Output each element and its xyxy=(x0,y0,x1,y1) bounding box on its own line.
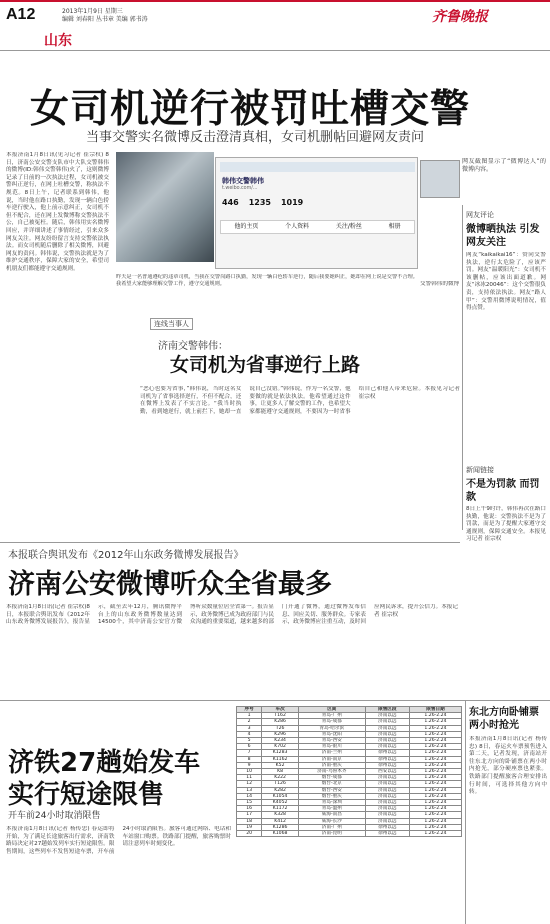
table-cell: 4 xyxy=(237,731,262,737)
weibo-caption-text: 交警韩伟的微博 xyxy=(420,281,460,287)
table-header-cell: 车次 xyxy=(262,707,299,713)
table-cell: K412 xyxy=(262,818,299,824)
table-cell: 济南以远 xyxy=(365,781,409,787)
masthead-rule xyxy=(0,50,550,51)
weibo-topbar xyxy=(220,162,415,172)
feature-body xyxy=(140,386,460,540)
table-cell: 14 xyxy=(237,793,262,799)
table-header-cell: 序号 xyxy=(237,707,262,713)
table-cell: 1.26-2.24 xyxy=(409,800,461,806)
table-cell: 烟台-北京 xyxy=(298,781,365,787)
table-cell: 2 xyxy=(237,719,262,725)
officer-photo xyxy=(116,152,214,262)
table-header-cell: 限售日期 xyxy=(409,707,461,713)
rail-headline-1: 济铁27趟始发车 xyxy=(8,748,201,778)
table-header-cell: 区间 xyxy=(298,707,365,713)
weibo-screenshot xyxy=(215,157,418,269)
weibo-post-text: 昨天是一名普通遵纪的违章司机，当我在交警岗路口执勤，发现一辆白色轿车逆行，随后我要她纠正，她却在网上说是交警不合理。我希望大家能够理解交警工作，遵守交通规则。 xyxy=(116,274,418,287)
table-cell: K296 xyxy=(262,731,299,737)
table-cell: K1286 xyxy=(262,824,299,830)
comments-body-text: 网友“kaikaikai16”：赞同交警执法，逆行太危险了，应该严罚。网友“温暖阳光”：女司机不该删帖，应该出面道歉。网友“冰冰20046”：这个交警很负责，支持依法执法。网友“路人甲”：交警用微博说明情况，值得点赞。 xyxy=(466,252,546,312)
table-cell: 青岛-深圳 xyxy=(298,800,365,806)
news-link-text: 8日上午9时许，韩伟再次在路口执勤，他说：交警执法不是为了罚款，而是为了提醒大家遵守交通规则，保障交通安全。本报见习记者 崔宗权 xyxy=(466,506,546,543)
table-cell: 济南以远 xyxy=(365,725,409,731)
table-cell: 1.26-2.24 xyxy=(409,756,461,762)
paper-logo: 齐鲁晚报 xyxy=(432,9,488,25)
rail-body xyxy=(6,826,231,920)
sidebar-rule xyxy=(462,205,463,530)
comments-title: 微博晒执法 引发网友关注 xyxy=(466,224,540,248)
table-cell: 1.26-2.24 xyxy=(409,818,461,824)
feature-body-text: “恶心也要为省事，”韩伟说，当时这名女司机为了省事选择逆行，不但不配合，还在微博上发表了不实言论。“我当时执勤，看到她逆行，就上前拦下，她却一直说自己没错。”韩伟说，作为一名交警，他要做的就是依法执法。他希望通过这件事，让更多人了解交警的工作，也希望大家都能遵守交通规则，不要因为一时省事给自己和他人带来危险。本报见习记者 崔宗权 xyxy=(140,386,460,415)
rail-subhead: 开车前24小时取消限售 xyxy=(8,811,101,821)
date-line: 2013年1月9日 星期三 xyxy=(62,8,123,15)
table-cell: 1.26-2.24 xyxy=(409,806,461,812)
rail-body-text: 本报济南1月8日讯(记者 杨传忠) 春运即将开始，为了满足长途旅客出行需求，济南铁路局决定对27趟始发列车实行短途限售。限售期间，这些列车不发售短途车票，开车前24小时取消限售。旅客可通过网络、电话和车站窗口购票。铁路部门提醒，旅客购票时请注意列车时刻变化。 xyxy=(6,826,231,855)
table-cell: 青岛-西安 xyxy=(298,738,365,744)
rail-headline-2: 实行短途限售 xyxy=(8,780,165,810)
table-cell: 济南以远 xyxy=(365,806,409,812)
table-cell: 徐州以远 xyxy=(365,831,409,837)
report-body-text: 本报济南1月8日讯(记者 崔宗权)8日，本报联合舆讯发布《2012年山东政务微博发展报告》，报告显示，截至去年12月，腾讯微博平台上的山东政务微博数量达到14500个，其中济南公安官方微博听众数量位居全省第一。报告显示，政务微博已成为政府部门与民众沟通的重要渠道，越来越多的部门开通了微博，通过微博发布信息、回应关切、服务群众。专家表示，政务微博应注重互动，及时回应网民诉求，提升公信力。本报记者 崔宗权 xyxy=(6,604,458,626)
table-cell: 济南以远 xyxy=(365,775,409,781)
table-cell: K1054 xyxy=(262,793,299,799)
table-cell: 20 xyxy=(237,831,262,837)
table-cell: 济南-南京 xyxy=(298,756,365,762)
tab-follow[interactable]: 关注/粉丝 xyxy=(335,223,362,230)
table-cell: 济南以远 xyxy=(365,719,409,725)
table-cell: 1.26-2.24 xyxy=(409,738,461,744)
table-cell: 徐州以远 xyxy=(365,750,409,756)
report-kicker: 本报联合舆讯发布《2012年山东政务微博发展报告》 xyxy=(8,550,244,561)
table-cell: 11 xyxy=(237,775,262,781)
feature-title: 女司机为省事逆行上路 xyxy=(170,354,361,376)
table-cell: 济南以远 xyxy=(365,812,409,818)
table-cell: K328 xyxy=(262,812,299,818)
brief-body-text: 本报济南1月8日讯(记者 杨传忠) 8日，春运火车票预售进入第二天，记者发现，济南站开往东北方向的卧铺票在两小时内抢光，部分硬座票也紧张。铁路部门提醒旅客合理安排出行时间，可选择其他方向中转。 xyxy=(469,736,547,796)
table-cell: 6 xyxy=(237,744,262,750)
table-cell: 烟台-重庆 xyxy=(298,793,365,799)
masthead-info xyxy=(62,8,202,24)
table-cell: 济南以远 xyxy=(365,818,409,824)
table-cell: T126 xyxy=(262,781,299,787)
news-link-body xyxy=(466,506,546,696)
table-cell: 青岛-银川 xyxy=(298,744,365,750)
tab-albums[interactable]: 相册 xyxy=(388,223,401,230)
table-cell: 烟台-西安 xyxy=(298,787,365,793)
table-cell: 12 xyxy=(237,781,262,787)
photo-caption xyxy=(462,158,546,180)
lead-subhead: 当事交警实名微博反击澄清真相，女司机删帖回避网友责问 xyxy=(86,130,425,145)
table-cell: 10 xyxy=(237,769,262,775)
table-cell: K282 xyxy=(262,787,299,793)
table-cell: 1.26-2.24 xyxy=(409,812,461,818)
table-cell: K1283 xyxy=(262,750,299,756)
table-cell: K1162 xyxy=(262,756,299,762)
table-cell: 济南-昆明 xyxy=(298,831,365,837)
table-cell: 济南以远 xyxy=(365,800,409,806)
table-cell: T26 xyxy=(262,725,299,731)
weibo-tabs xyxy=(220,220,415,234)
weibo-stats xyxy=(222,198,303,207)
tab-info[interactable]: 个人资料 xyxy=(285,223,310,230)
table-cell: K222 xyxy=(262,775,299,781)
table-cell: 1.26-2.24 xyxy=(409,713,461,719)
rail-table-wrap xyxy=(236,706,462,920)
table-cell: 烟台-成都 xyxy=(298,775,365,781)
brief-title: 东北方向卧铺票 两小时抢光 xyxy=(469,707,539,731)
screenshot-inset xyxy=(420,160,460,198)
table-cell: 1.26-2.24 xyxy=(409,831,461,837)
weibo-handle: t.weibo.com/... xyxy=(222,186,258,191)
news-link-title: 不是为罚款 而罚款 xyxy=(466,479,540,503)
table-cell: 7 xyxy=(237,750,262,756)
news-link-label: 新闻链接 xyxy=(466,466,494,474)
feature-kicker: 连线当事人 xyxy=(150,318,193,330)
table-cell: 济南-重庆 xyxy=(298,762,365,768)
table-cell: 18 xyxy=(237,818,262,824)
weibo-name: 韩伟交警韩伟 xyxy=(222,177,264,185)
weibo-caption xyxy=(420,281,460,291)
table-header-cell: 限售区段 xyxy=(365,707,409,713)
table-cell: 济南以远 xyxy=(365,787,409,793)
table-cell: K702 xyxy=(262,744,299,750)
table-cell: T162 xyxy=(262,713,299,719)
table-cell: 8 xyxy=(237,756,262,762)
table-cell: 1.26-2.24 xyxy=(409,762,461,768)
table-cell: 青岛-成都 xyxy=(298,719,365,725)
section-label: 山东 xyxy=(44,33,72,49)
table-cell: 19 xyxy=(237,824,262,830)
table-cell: K286 xyxy=(262,719,299,725)
table-cell: 5 xyxy=(237,738,262,744)
lead-body xyxy=(6,152,109,552)
table-cell: 1.26-2.24 xyxy=(409,719,461,725)
table-cell: 青岛-哈尔滨 xyxy=(298,725,365,731)
table-cell: 16 xyxy=(237,806,262,812)
report-body xyxy=(6,604,458,694)
table-cell: 3 xyxy=(237,725,262,731)
brief-rule xyxy=(465,700,466,924)
table-cell: 济南-兰州 xyxy=(298,750,365,756)
table-cell: 济南-广州 xyxy=(298,824,365,830)
table-cell: 济南以远 xyxy=(365,793,409,799)
table-cell: 1.26-2.24 xyxy=(409,824,461,830)
table-cell: 15 xyxy=(237,800,262,806)
top-rule xyxy=(0,0,550,2)
photo-caption-text: 网友截图显示了“微博达人”的微博内容。 xyxy=(462,158,546,173)
table-cell: 威海-南昌 xyxy=(298,812,365,818)
table-cell: 济南以远 xyxy=(365,738,409,744)
lead-body-text: 本报济南1月8日讯(见习记者 崔宗权) 8日，济南公安交警支队市中大队交警韩伟的微博(ID:韩伟交警韩伟)火了，这则微博记录了日前的一次执法过程，女司机被交警纠正逆行，在网上吐槽交警，称执法不规范。8日上午，记者联系到韩伟，他说，当时他在路口执勤，发现一辆白色轿车逆行驶入，他上前示意纠正，女司机不但不配合，还在网上发微博称交警执法不公，自己被冤枉。随后，韩伟用实名微博回应，并详细讲述了事情经过，引来众多网友关注。网友纷纷留言支持交警依法执法。而女司机随后删除了相关微博，回避网友的责问。韩伟说，交警执法就是为了维护交通秩序，保障大家的安全，希望司机朋友们都能遵守交通规则。 xyxy=(6,152,109,272)
editor-line: 编辑 刘春阳 丛书章 美编 郭书涛 xyxy=(62,16,148,23)
table-row xyxy=(237,831,462,837)
table-cell: 西安以远 xyxy=(365,769,409,775)
table-cell: K1172 xyxy=(262,806,299,812)
table-cell: 13 xyxy=(237,787,262,793)
table-cell: 青岛-广州 xyxy=(298,713,365,719)
brief-body xyxy=(469,736,547,920)
table-cell: K234 xyxy=(262,738,299,744)
table-cell: 1.26-2.24 xyxy=(409,769,461,775)
table-cell: 青岛-沈阳 xyxy=(298,731,365,737)
table-cell: K8 xyxy=(262,769,299,775)
table-cell: 1 xyxy=(237,713,262,719)
story-divider xyxy=(0,542,460,543)
tab-home[interactable]: 他的主页 xyxy=(234,223,259,230)
page-number: A12 xyxy=(6,6,36,23)
table-cell: 17 xyxy=(237,812,262,818)
table-cell: 徐州以远 xyxy=(365,824,409,830)
table-cell: 1.26-2.24 xyxy=(409,781,461,787)
table-cell: 威海-长沙 xyxy=(298,818,365,824)
table-cell: 1.26-2.24 xyxy=(409,793,461,799)
posts-count: 1019 xyxy=(280,198,304,207)
table-cell: 济南以远 xyxy=(365,731,409,737)
table-cell: 1.26-2.24 xyxy=(409,750,461,756)
lead-headline: 女司机逆行被罚吐槽交警 xyxy=(30,87,471,132)
table-cell: 1.26-2.24 xyxy=(409,744,461,750)
table-cell: 济南以远 xyxy=(365,744,409,750)
comments-body xyxy=(466,252,546,462)
feature-subtitle: 济南交警韩伟： xyxy=(158,341,228,352)
table-cell: 1.26-2.24 xyxy=(409,731,461,737)
weibo-post xyxy=(116,274,418,308)
bottom-divider xyxy=(0,700,550,701)
table-cell: 青岛-温州 xyxy=(298,806,365,812)
table-cell: 9 xyxy=(237,762,262,768)
table-cell: 徐州以远 xyxy=(365,756,409,762)
report-headline: 济南公安微博听众全省最多 xyxy=(8,569,332,600)
table-cell: 1.26-2.24 xyxy=(409,775,461,781)
table-cell: 济南-乌鲁木齐 xyxy=(298,769,365,775)
following-count: 1235 xyxy=(248,198,271,207)
table-cell: 1.26-2.24 xyxy=(409,725,461,731)
table-cell: 济南以远 xyxy=(365,713,409,719)
table-cell: K4052 xyxy=(262,800,299,806)
rail-table xyxy=(236,706,462,837)
table-cell: 徐州以远 xyxy=(365,762,409,768)
table-cell: K1068 xyxy=(262,831,299,837)
table-cell: 1.26-2.24 xyxy=(409,787,461,793)
followers-count: 446 xyxy=(222,198,239,207)
comments-label: 网友评论 xyxy=(466,211,494,219)
table-cell: K52 xyxy=(262,762,299,768)
